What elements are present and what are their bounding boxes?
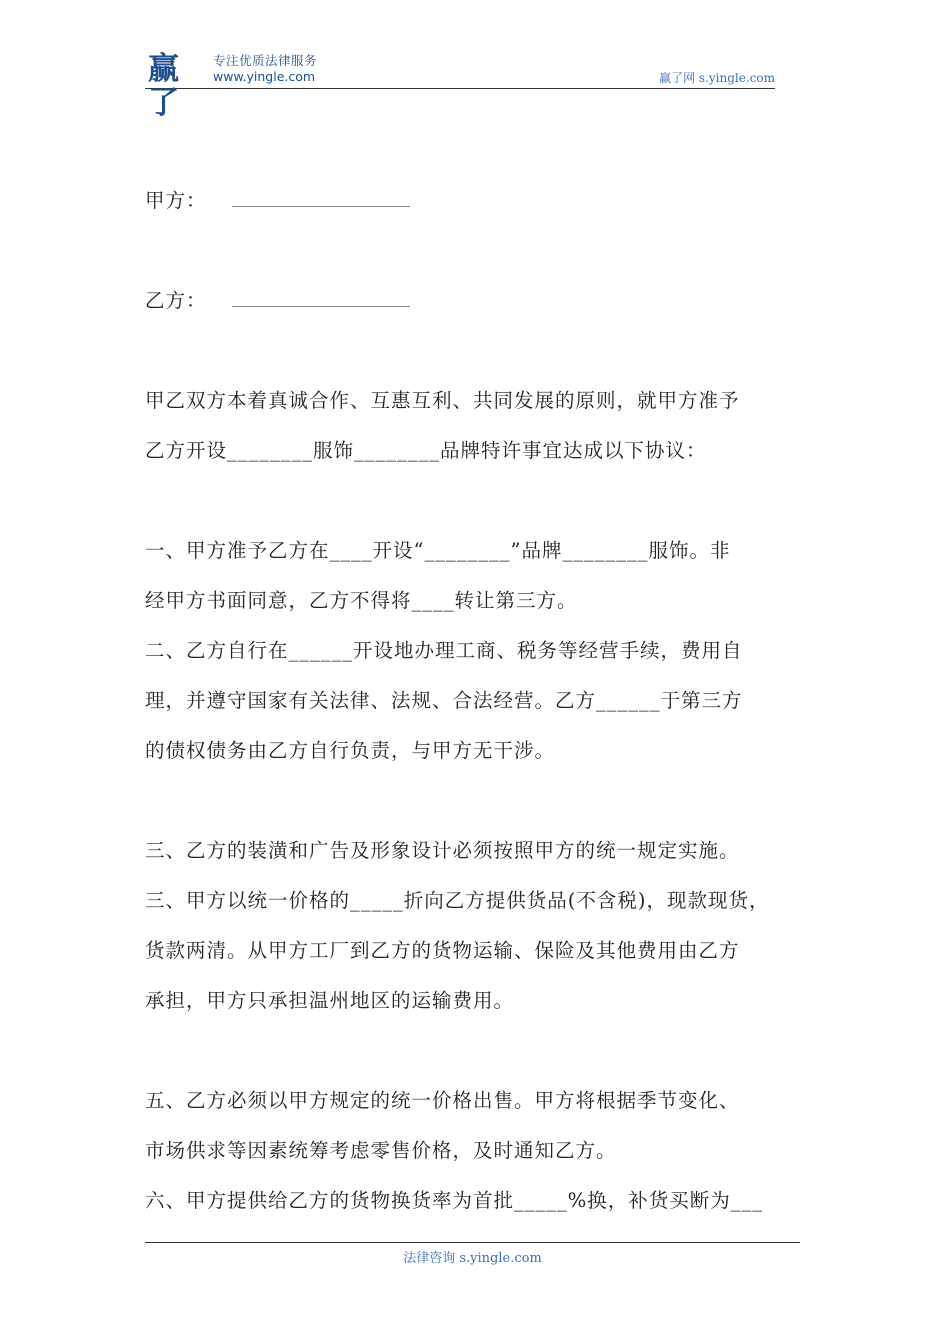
clause-5-line-1: 五、乙方必须以甲方规定的统一价格出售。甲方将根据季节变化、: [145, 1089, 740, 1112]
clause-4-line-3: 承担，甲方只承担温州地区的运输费用。: [145, 989, 515, 1012]
header-site-link[interactable]: 赢了网 s.yingle.com: [659, 71, 775, 85]
intro-line-2: 乙方开设________服饰________品牌特许事宜达成以下协议：: [145, 439, 707, 462]
page-header: [145, 50, 775, 121]
logo-mark: 赢了: [148, 51, 178, 121]
party-a-blank: [232, 188, 410, 207]
logo-url: www.yingle.com: [213, 69, 316, 84]
page-footer: [145, 1242, 800, 1266]
clause-3-line-1: 三、乙方的装潢和广告及形象设计必须按照甲方的统一规定实施。: [145, 839, 740, 862]
clause-1-line-2: 经甲方书面同意，乙方不得将____转让第三方。: [145, 589, 578, 612]
party-a-label: 甲方：: [145, 189, 207, 212]
party-b-blank: [232, 288, 410, 307]
document-body: [145, 176, 810, 1226]
party-a-line: [145, 176, 810, 226]
clause-6-line-1: 六、甲方提供给乙方的货物换货率为首批_____%换，补货买断为___: [145, 1189, 764, 1212]
intro-line-1: 甲乙双方本着真诚合作、互惠互利、共同发展的原则，就甲方准予: [145, 389, 740, 412]
footer-link[interactable]: 法律咨询 s.yingle.com: [403, 1251, 542, 1266]
clause-2-line-1: 二、乙方自行在______开设地办理工商、税务等经营手续，费用自: [145, 639, 743, 662]
party-b-line: [145, 276, 810, 326]
clause-5-line-2: 市场供求等因素统筹考虑零售价格，及时通知乙方。: [145, 1139, 617, 1162]
clause-4-line-1: 三、甲方以统一价格的_____折向乙方提供货品(不含税)，现款现货，: [145, 889, 770, 912]
clause-4-line-2: 货款两清。从甲方工厂到乙方的货物运输、保险及其他费用由乙方: [145, 939, 740, 962]
clause-1-line-1: 一、甲方准予乙方在____开设“________”品牌________服饰。非: [145, 539, 731, 562]
logo-text: [213, 53, 413, 84]
clause-2-line-3: 的债权债务由乙方自行负责，与甲方无干涉。: [145, 739, 556, 762]
logo-slogan: 专注优质法律服务: [213, 53, 318, 68]
clause-2-line-2: 理，并遵守国家有关法律、法规、合法经营。乙方______于第三方: [145, 689, 743, 712]
party-b-label: 乙方：: [145, 289, 207, 312]
